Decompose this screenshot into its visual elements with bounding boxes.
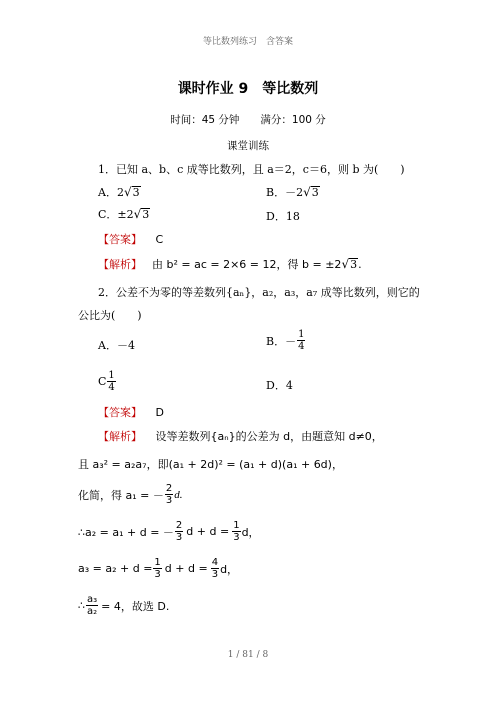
- q2-analysis-line1: [98, 428, 383, 444]
- analysis-tag: 【解析】: [98, 258, 142, 271]
- answer-tag: 【答案】: [98, 406, 142, 419]
- q1-option-a-label: A．2: [98, 186, 124, 199]
- q1-option-c-label: C．±2: [98, 208, 134, 221]
- q2-option-d: D．4: [266, 379, 293, 392]
- fraction: $\frac{4}{3}$: [211, 557, 219, 580]
- fraction: $\frac{\text{a₃}}{\text{a₂}}$: [87, 594, 98, 617]
- answer-tag: 【答案】: [98, 233, 142, 246]
- formula-text: ∴: [78, 599, 85, 612]
- q2-option-a: A．－4: [98, 339, 135, 352]
- fraction: $\frac{2}{3}$: [175, 520, 183, 543]
- q2-analysis-line4: [78, 520, 260, 543]
- q2-analysis-line6: [78, 594, 169, 617]
- q2-stem-line2: 公比为( ): [78, 309, 142, 322]
- fraction: $\frac{1}{3}$: [233, 520, 240, 543]
- q2-answer: [98, 404, 164, 420]
- formula-text: 化简，得 a₁ = －: [78, 488, 164, 502]
- page-header: 等比数列练习 含答案: [202, 37, 293, 47]
- q2-option-b: [266, 329, 306, 352]
- analysis-end: .: [358, 257, 362, 271]
- q1-option-d: D．18: [266, 210, 300, 223]
- analysis-text: 设等差数列{aₙ}的公差为 d，由题意知 d≠0，: [155, 430, 383, 443]
- q1-option-b: [266, 184, 320, 200]
- answer-value: D: [155, 406, 164, 419]
- fraction: $\frac{1}{4}$: [108, 370, 115, 393]
- q1-option-c: [98, 206, 150, 222]
- page-footer: 1 / 81 / 8: [227, 650, 269, 660]
- sqrt-symbol: √ 3: [133, 207, 150, 221]
- q2-option-b-label: B．－: [266, 334, 297, 348]
- q2-option-c: [98, 370, 117, 393]
- q1-stem: 1．已知 a、b、c 成等比数列，且 a＝2，c＝6，则 b 为( ): [98, 163, 405, 176]
- q1-answer: [98, 231, 163, 247]
- analysis-tag: 【解析】: [98, 430, 142, 443]
- answer-value: C: [155, 233, 164, 246]
- page-title: 课时作业 9 等比数列: [177, 81, 319, 97]
- q1-analysis: [98, 256, 362, 272]
- formula-text: d，: [241, 525, 260, 539]
- analysis-text: 由 b² = ac = 2×6 = 12，得 b = ±2: [152, 258, 342, 271]
- sqrt-symbol: √ 3: [341, 257, 358, 271]
- time-score-info: 时间：45 分钟 满分：100 分: [170, 114, 326, 126]
- q1-option-a: [98, 184, 141, 200]
- fraction: $\frac{1}{3}$: [154, 557, 161, 580]
- formula-text: ∴a₂ = a₁ + d = －: [78, 525, 174, 539]
- q2-analysis-line3: [78, 483, 182, 506]
- section-heading: 课堂训练: [227, 140, 269, 152]
- q2-analysis-line2: 且 a₃² = a₂a₇，即(a₁ + 2d)² = (a₁ + d)(a₁ + 6d)，: [78, 458, 343, 471]
- sqrt-symbol: √ 3: [123, 185, 140, 199]
- formula-text: d + d =: [186, 525, 230, 538]
- formula-text: d.: [174, 488, 183, 501]
- formula-text: d，: [220, 562, 239, 576]
- sqrt-symbol: √ 3: [303, 185, 319, 199]
- formula-text: a₃ = a₂ + d =: [78, 562, 153, 575]
- formula-text: = 4，故选 D.: [101, 599, 170, 613]
- q2-analysis-line5: [78, 557, 238, 580]
- fraction: $\frac{1}{4}$: [298, 329, 305, 352]
- q1-option-b-label: B．－2: [266, 186, 304, 199]
- q2-stem-line1: 2．公差不为零的等差数列{aₙ}，a₂，a₃，a₇ 成等比数列，则它的: [98, 286, 420, 299]
- q2-option-c-label: C: [98, 375, 107, 388]
- formula-text: d + d =: [164, 562, 208, 575]
- fraction: $\frac{2}{3}$: [165, 483, 173, 506]
